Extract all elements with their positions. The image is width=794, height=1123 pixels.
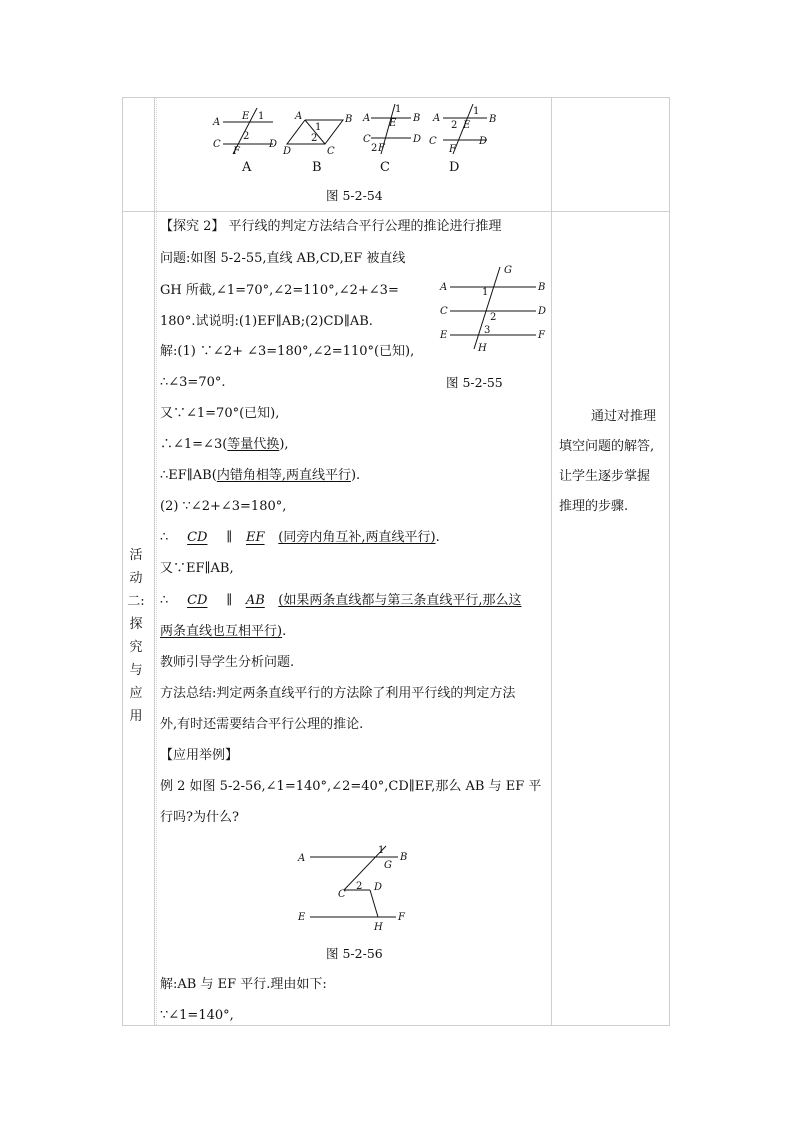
svg-text:E: E — [440, 330, 448, 341]
svg-text:H: H — [478, 343, 487, 354]
reason-parallel-axiom: (如果两条直线都与第三条直线平行,那么这 — [278, 593, 522, 608]
svg-text:1: 1 — [473, 106, 480, 117]
teacher-guidance: 教师引导学生分析问题. — [160, 655, 295, 670]
answer-blank-1: CD — [187, 530, 208, 545]
svg-text:E: E — [463, 120, 471, 131]
answer-line-2: ∵∠1=140°, — [160, 1008, 234, 1023]
svg-text:B: B — [538, 282, 546, 293]
svg-text:B: B — [400, 852, 408, 863]
solution-line-1: 解:(1) ∵∠2+ ∠3=180°,∠2=110°(已知), — [160, 344, 415, 359]
svg-text:C: C — [429, 136, 437, 147]
answer-blank-4: AB — [245, 593, 265, 608]
svg-text:A: A — [213, 117, 221, 128]
svg-text:C: C — [363, 134, 371, 145]
svg-text:F: F — [449, 144, 456, 155]
column-divider-2 — [551, 98, 552, 1025]
option-label-d: D — [449, 160, 460, 175]
svg-text:2: 2 — [451, 120, 458, 131]
svg-text:A: A — [440, 282, 448, 293]
svg-text:2: 2 — [243, 131, 250, 142]
explore-heading: 【探究 2】 平行线的判定方法结合平行公理的推论进行推理 — [160, 219, 502, 234]
problem-line-3: 180°.试说明:(1)EF∥AB;(2)CD∥AB. — [160, 314, 373, 329]
reason-co-interior-angles: (同旁内角互补,两直线平行) — [278, 530, 436, 545]
svg-text:2: 2 — [356, 881, 363, 892]
figure-caption-5-2-54: 图 5-2-54 — [326, 188, 383, 203]
problem-line-1: 问题:如图 5-2-55,直线 AB,CD,EF 被直线 — [160, 251, 406, 266]
figure-caption-5-2-56: 图 5-2-56 — [326, 946, 383, 961]
svg-text:B: B — [489, 114, 497, 125]
svg-text:E: E — [389, 118, 397, 129]
solution-line-6: (2) ∵∠2+∠3=180°, — [160, 499, 287, 514]
svg-text:F: F — [378, 143, 385, 154]
svg-text:A: A — [298, 853, 306, 864]
svg-text:2: 2 — [311, 133, 318, 144]
figure-5-2-56 — [292, 840, 422, 936]
svg-text:F: F — [538, 330, 545, 341]
svg-text:A: A — [433, 113, 441, 124]
option-a-diagram — [212, 108, 277, 157]
svg-text:D: D — [269, 139, 278, 150]
example-line-1: 例 2 如图 5-2-56,∠1=140°,∠2=40°,CD∥EF,那么 AB 与 EF 平 — [160, 779, 542, 794]
svg-text:E: E — [298, 912, 306, 923]
svg-text:3: 3 — [484, 325, 491, 336]
svg-text:G: G — [384, 860, 392, 871]
solution-line-5: ∴EF∥AB(内错角相等,两直线平行). — [160, 468, 361, 483]
option-label-c: C — [380, 160, 390, 175]
svg-text:G: G — [504, 265, 512, 276]
solution-line-10: 两条直线也互相平行). — [160, 624, 287, 639]
svg-text:E: E — [242, 111, 250, 122]
solution-line-3: 又∵∠1=70°(已知), — [160, 406, 280, 421]
figure-caption-5-2-55: 图 5-2-55 — [446, 375, 503, 390]
example-line-2: 行吗?为什么? — [160, 810, 239, 825]
row-divider — [123, 211, 669, 212]
option-c-diagram — [362, 104, 421, 154]
option-label-b: B — [312, 160, 322, 175]
solution-line-9: ∴ CD ∥ AB (如果两条直线都与第三条直线平行,那么这 — [160, 593, 522, 608]
reason-alternate-angles: 内错角相等,两直线平行 — [216, 468, 351, 483]
figure-5-2-55 — [436, 263, 556, 359]
svg-text:A: A — [295, 111, 303, 122]
answer-blank-2: EF — [246, 530, 265, 545]
svg-text:1: 1 — [482, 287, 489, 298]
svg-text:B: B — [413, 113, 421, 124]
svg-text:C: C — [338, 889, 346, 900]
apply-heading: 【应用举例】 — [160, 748, 239, 763]
solution-line-8: 又∵EF∥AB, — [160, 561, 234, 576]
svg-text:D: D — [374, 882, 383, 893]
summary-line-1: 方法总结:判定两条直线平行的方法除了利用平行线的判定方法 — [160, 686, 516, 701]
svg-text:C: C — [440, 306, 448, 317]
summary-line-2: 外,有时还需要结合平行公理的推论. — [160, 717, 364, 732]
teaching-notes: 通过对推理 填空问题的解答, 让学生逐步掌握 推理的步骤. — [559, 409, 657, 514]
svg-text:1: 1 — [315, 122, 322, 133]
svg-text:B: B — [345, 114, 353, 125]
activity-label: 活动 二: 探究 与 应用 — [127, 548, 145, 724]
svg-text:1: 1 — [258, 111, 265, 122]
solution-line-2: ∴∠3=70°. — [160, 375, 226, 390]
answer-line-1: 解:AB 与 EF 平行.理由如下: — [160, 977, 327, 992]
svg-text:A: A — [363, 113, 371, 124]
column-divider-1 — [154, 98, 155, 1025]
answer-blank-3: CD — [187, 593, 208, 608]
problem-line-2: GH 所截,∠1=70°,∠2=110°,∠2+∠3= — [160, 283, 399, 298]
svg-text:D: D — [538, 306, 547, 317]
solution-line-7: ∴ CD ∥ EF (同旁内角互补,两直线平行). — [160, 530, 440, 545]
option-label-a: A — [242, 160, 252, 175]
svg-text:D: D — [413, 134, 422, 145]
option-d-diagram — [429, 104, 496, 155]
svg-text:C: C — [213, 139, 221, 150]
svg-text:F: F — [398, 912, 405, 923]
svg-text:2: 2 — [490, 312, 497, 323]
svg-text:2: 2 — [371, 143, 378, 154]
svg-text:D: D — [479, 136, 488, 147]
option-b-diagram — [282, 111, 352, 157]
svg-text:H: H — [374, 922, 383, 933]
column-dotted-guide — [156, 98, 157, 1025]
svg-text:1: 1 — [395, 104, 402, 115]
svg-text:F: F — [233, 146, 240, 157]
svg-text:D: D — [283, 146, 292, 157]
svg-text:C: C — [327, 146, 335, 157]
reason-equal-substitution: 等量代换 — [227, 437, 280, 452]
svg-text:1: 1 — [378, 845, 385, 856]
solution-line-4: ∴∠1=∠3(等量代换), — [160, 437, 289, 452]
